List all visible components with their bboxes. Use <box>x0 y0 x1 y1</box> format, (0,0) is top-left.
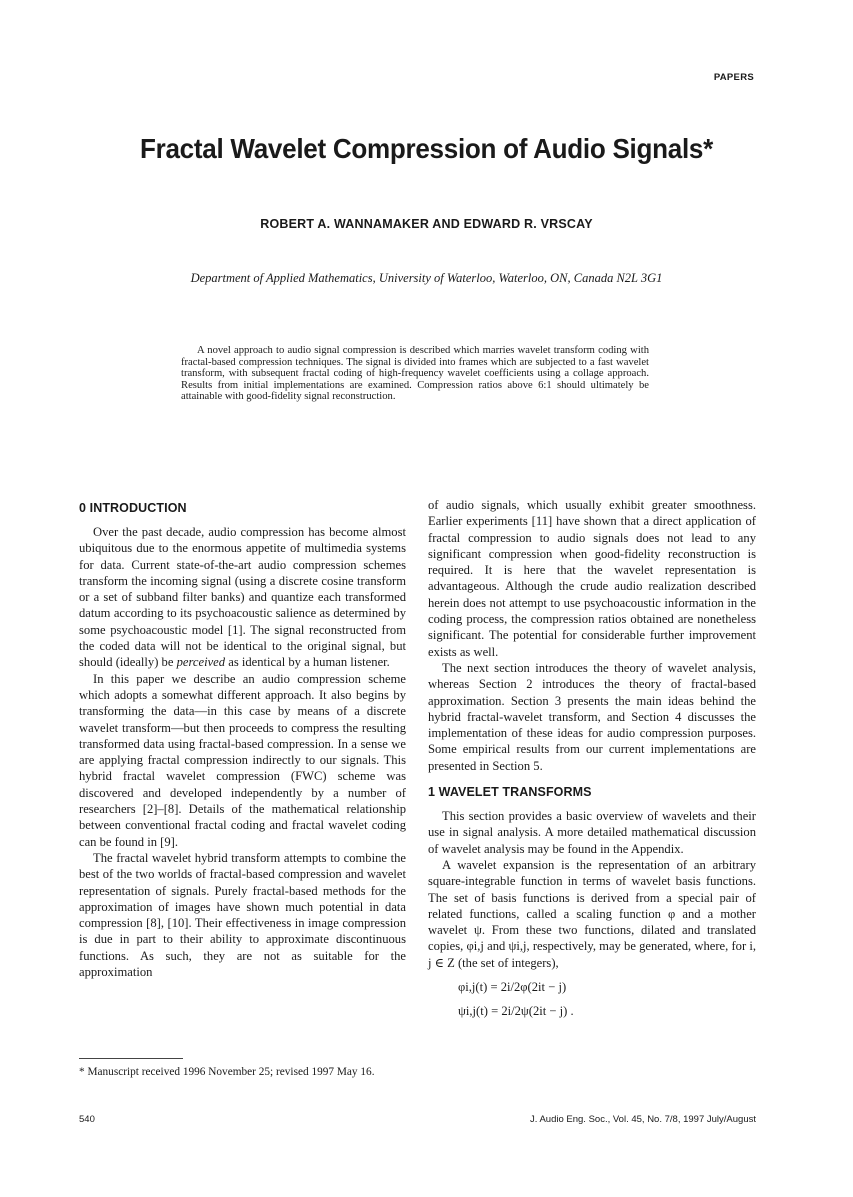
intro-paragraph-3: The fractal wavelet hybrid transform attempts to combine the best of the two worlds of fractal-based compression and wavelet representation of signals. Purely fractal-based methods for the approximation of images have shown much potential in data compression [8], [10]. Their effectiveness in image compression is due in part to their ability to approximate discontinuous functions. As such, they are not as suitable for the approximation <box>79 850 406 980</box>
journal-citation: J. Audio Eng. Soc., Vol. 45, No. 7/8, 1997 July/August <box>529 1114 756 1125</box>
section-label: PAPERS <box>713 72 754 83</box>
intro-paragraph-2: In this paper we describe an audio compression scheme which adopts a somewhat different approach. It also begins by transforming the data—in this case by means of a discrete wavelet transform—but then proceeds to compress the resulting transformed data using fractal-based compression. In a sense we are applying fractal compression indirectly to our signals. This hybrid fractal wavelet compression (FWC) scheme was discovered and developed independently by a number of researchers [2]–[8]. Details of the mathematical relationship between conventional fractal coding and fractal wavelet coding can be found in [9]. <box>79 671 406 849</box>
author-list: ROBERT A. WANNAMAKER AND EDWARD R. VRSCAY <box>260 217 593 231</box>
intro-paragraph-1 <box>79 524 406 671</box>
section-heading-wavelet-transforms: 1 WAVELET TRANSFORMS <box>428 785 592 800</box>
intro-p1-end: as identical by a human listener. <box>228 655 390 670</box>
equation-scaling-function: φi,j(t) = 2i/2φ(2it − j) <box>458 980 567 995</box>
footnote-rule <box>79 1058 183 1059</box>
left-column <box>79 500 406 980</box>
right-column <box>428 497 756 1020</box>
intro-paragraph-3-continued: of audio signals, which usually exhibit greater smoothness. Earlier experiments [11] have shown that a direct application of fractal compression to audio signals does not lead to any significant compression when good-fidelity reconstruction is required. It is here that the wavelet representation is advantageous. Although the crude audio realization described herein does not attempt to use psychoacoustic information in the coding process, the compression ratios obtained are nonetheless significant. The potential for considerable further improvement exists as well. <box>428 498 756 659</box>
abstract: A novel approach to audio signal compression is described which marries wavelet transform coding with fractal-based compression techniques. The signal is divided into frames which are subjected to a fast wavelet transform, with subsequent fractal coding of high-frequency wavelet coefficients using a collage approach. Results from initial implementations are examined. Compression ratios above 6:1 should ultimately be attainable with good-fidelity signal reconstruction. <box>181 345 649 403</box>
intro-paragraph-4: The next section introduces the theory of wavelet analysis, whereas Section 2 introduces the theory of fractal-based approximation. Section 3 presents the main ideas behind the hybrid fractal-wavelet transform, and Section 4 discusses the implementation of these ideas for audio compression purposes. Some empirical results from our current implementations are presented in Section 5. <box>428 660 756 773</box>
page-number: 540 <box>79 1114 95 1125</box>
wavelet-paragraph-1: This section provides a basic overview of wavelets and their use in signal analysis. A more detailed mathematical discussion of wavelet analysis may be found in the Appendix. <box>428 809 756 856</box>
paper-title: Fractal Wavelet Compression of Audio Signals* <box>140 133 713 164</box>
wavelet-paragraph-2: A wavelet expansion is the representation of an arbitrary square-integrable function in terms of wavelet basis functions. The set of basis functions is derived from a special pair of related functions, called a scaling function φ and a mother wavelet ψ. From these two functions, dilated and translated copies, φi,j and ψi,j, respectively, may be generated, where, for i, j ∈ Z (the set of integers), <box>428 857 756 970</box>
affiliation: Department of Applied Mathematics, University of Waterloo, Waterloo, ON, Canada N2L 3G1 <box>190 271 663 285</box>
equation-mother-wavelet: ψi,j(t) = 2i/2ψ(2it − j) . <box>458 1004 574 1019</box>
footnote: * Manuscript received 1996 November 25; revised 1997 May 16. <box>79 1066 375 1078</box>
intro-p1-emphasis: perceived <box>176 655 226 670</box>
section-heading-introduction: 0 INTRODUCTION <box>79 501 187 515</box>
intro-p1-text: Over the past decade, audio compression has become almost ubiquitous due to the enormous appetite of multimedia systems for data. Current state-of-the-art audio compression schemes transform the incoming signal (using a discrete cosine transform or a set of subband filter banks) and quantize each transformed datum according to its psychoacoustic salience as determined by some psychoacoustic model [1]. The signal reconstructed from the coded data will not be identical to the original signal, but should (ideally) be <box>79 525 406 670</box>
